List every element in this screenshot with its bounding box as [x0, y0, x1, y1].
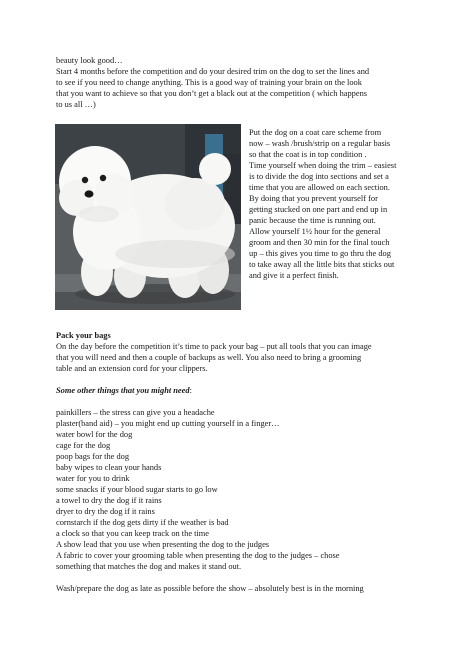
pack-line: On the day before the competition it’s time to pack your bag – put all tools that you can image [56, 342, 372, 351]
list-item: painkillers – the stress can give you a headache [56, 408, 215, 417]
pack-heading: Pack your bags [56, 331, 111, 340]
trim-line: getting stucked on one part and end up in [249, 205, 388, 214]
intro-line: beauty look good… [56, 56, 123, 65]
list-item: something that matches the dog and makes it stand out. [56, 562, 242, 571]
trim-line: is to divide the dog into sections and set a [249, 172, 389, 181]
list-item: A show lead that you use when presenting the dog to the judges [56, 540, 270, 549]
list-item: cage for the dog [56, 441, 111, 450]
closing-line: Wash/prepare the dog as late as possible before the show – absolutely best is in the morning [56, 584, 364, 593]
pack-line: table and an extension cord for your clippers. [56, 364, 208, 373]
trim-line: up – this gives you time to go thru the dog [249, 249, 391, 258]
list-item: poop bags for the dog [56, 452, 130, 461]
other-heading-row [56, 386, 192, 396]
intro-line: that you want to achieve so that you don’t get a black out at the competition ( which happens [56, 89, 368, 98]
other-heading-colon: : [189, 386, 192, 395]
trim-line: Time yourself when doing the trim – easiest [249, 161, 397, 170]
list-item: some snacks if your blood sugar starts to go low [56, 485, 218, 494]
list-item: water for you to drink [56, 474, 130, 483]
other-heading: Some other things that you might need [56, 386, 190, 395]
trim-line: panic because the time is running out. [249, 216, 376, 225]
trim-line: time that you are allowed on each section. [249, 183, 390, 192]
trim-line: now – wash /brush/strip on a regular basis [249, 139, 391, 148]
list-item: dryer to dry the dog if it rains [56, 507, 155, 516]
trim-line: and give it a perfect finish. [249, 271, 339, 280]
list-item: cornstarch if the dog gets dirty if the weather is bad [56, 518, 229, 527]
list-item: A fabric to cover your grooming table when presenting the dog to the judges – chose [56, 551, 340, 560]
trim-line: groom and then 30 min for the final touch [249, 238, 390, 247]
white-poodle-dog-photo [55, 124, 241, 310]
list-item: a towel to dry the dog if it rains [56, 496, 162, 505]
trim-line: to take away all the little bits that sticks out [249, 260, 395, 269]
trim-line: so that the coat is in top condition . [249, 150, 367, 159]
list-item: baby wipes to clean your hands [56, 463, 162, 472]
trim-line: By doing that you prevent yourself for [249, 194, 378, 203]
intro-line: Start 4 months before the competition and do your desired trim on the dog to set the lines and [56, 67, 370, 76]
list-item: a clock so that you can keep track on the time [56, 529, 210, 538]
trim-line: Allow yourself 1½ hour for the general [249, 227, 381, 236]
list-item: water bowl for the dog [56, 430, 133, 439]
intro-line: to us all …) [56, 100, 96, 109]
pack-line: that you will need and then a couple of backups as well. You also need to bring a grooming [56, 353, 362, 362]
list-item: plaster(band aid) – you might end up cutting yourself in a finger… [56, 419, 280, 428]
intro-line: to see if you need to change anything. This is a good way of training your brain on the look [56, 78, 362, 87]
trim-line: Put the dog on a coat care scheme from [249, 128, 382, 137]
